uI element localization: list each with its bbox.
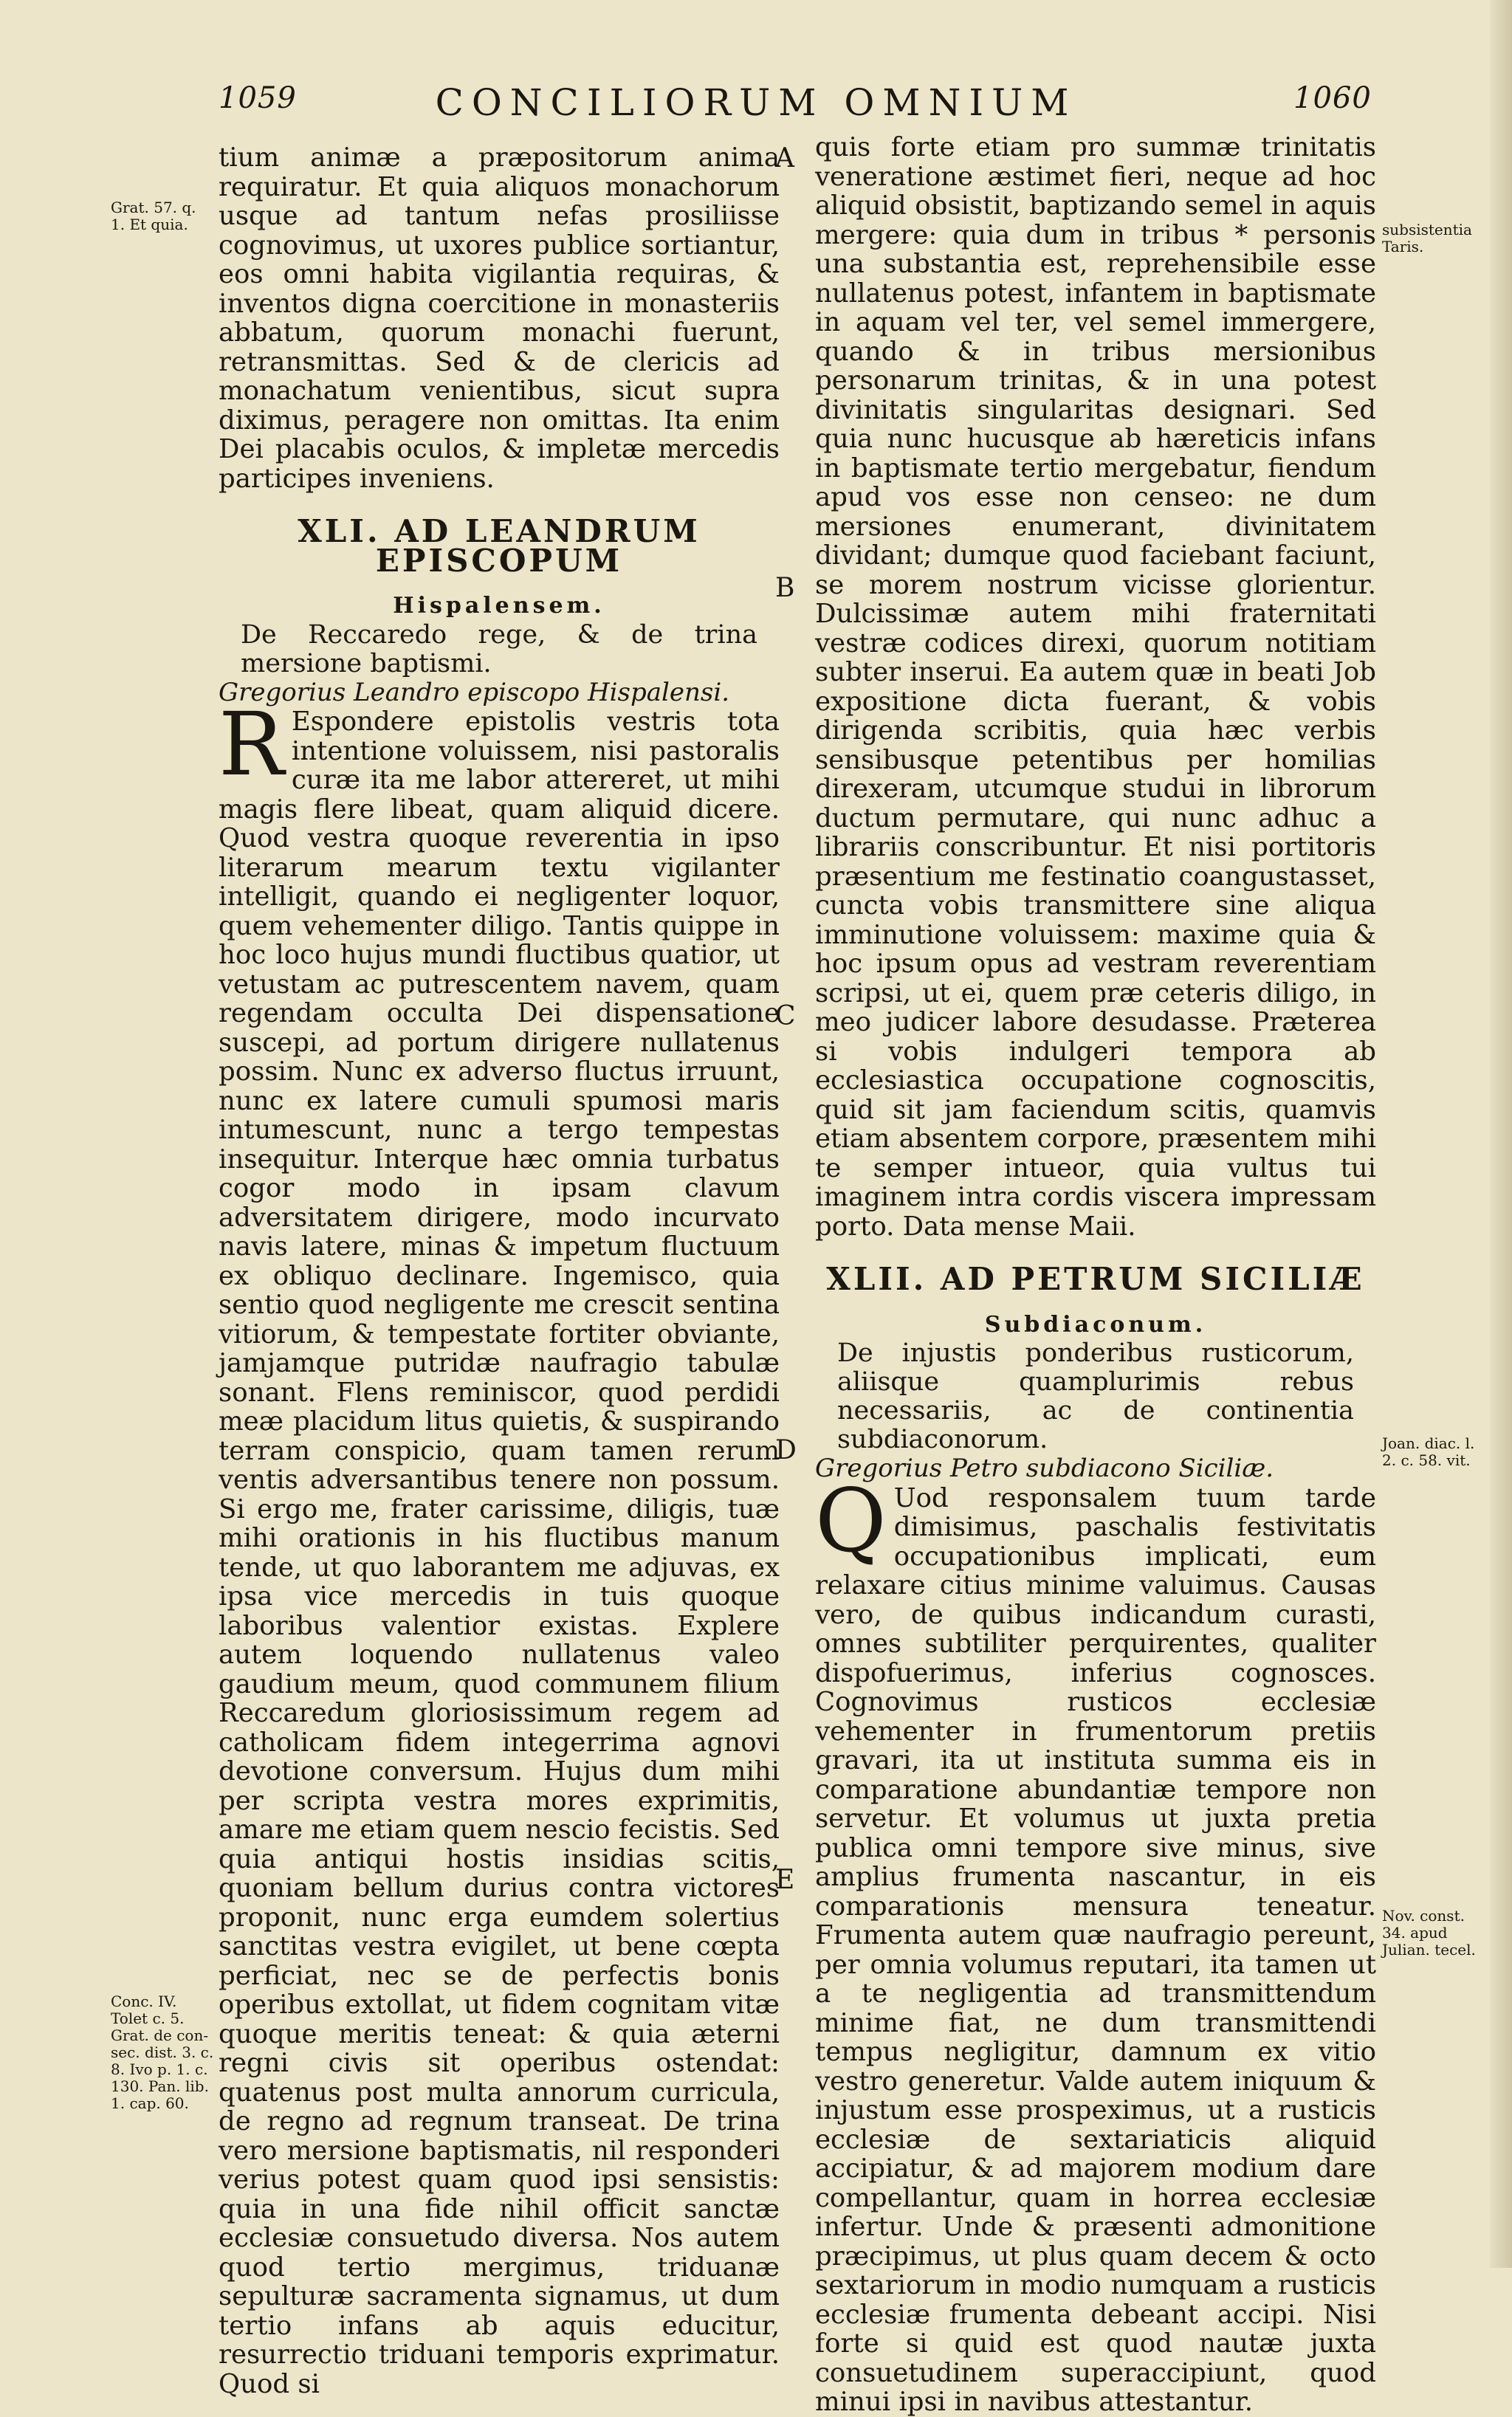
letter-42-subtitle: Subdiaconum. [815,1310,1376,1340]
section-letter-a: A [775,143,794,173]
letter-41-body-text: Espondere epistolis vestris tota intentione voluissem, nisi pastoralis curæ ita me labor attereret, ut mihi magis flere libeat, quam aliquid dicere. Quod vestra quoque reverentia in ipso literarum mearum textu vigilanter intelligit, quando ei negligenter loquor, quem vehementer diligo. Tantis quippe in hoc loco hujus mundi fluctibus quatior, ut vetustam ac putrescentem navem, quam regendam occulta Dei dispensatione suscepi, ad portum dirigere nullatenus possim. Nunc ex adverso fluctus irruunt, nunc ex latere cumuli spumosi maris intumescunt, nunc a tergo tempestas insequitur. Interque hæc omnia turbatus cogor modo in ipsam clavum adversitatem dirigere, modo incurvato navis latere, minas & impetum fluctuum ex obliquo declinare. Ingemisco, quia sentio quod negligente me crescit sentina vitiorum, & tempestate fortiter obviante, jamjamque putridæ naufragio tabulæ sonant. Flens reminiscor, quod perdidi meæ placidum litus quietis, & suspirando terram conspicio, quam tamen rerum ventis adversantibus tenere non possum. Si ergo me, frater carissime, diligis, tuæ mihi orationis in his fluctibus manum tende, ut quo laborantem me adjuvas, ex ipsa vice mercedis in tuis quoque laboribus valentior existas. Explere autem loquendo nullatenus valeo gaudium meum, quod communem filium Reccaredum gloriosissimum regem ad catholicam fidem integerrima agnovi devotione conversum. Hujus dum mihi per scripta vestra mores exprimitis, amare me etiam quem nescio fecistis. Sed quia antiqui hostis insidias scitis, quoniam bellum durius contra victores proponit, nunc erga eumdem solertius sanctitas vestra evigilet, ut bene cœpta perficiat, nec se de perfectis bonis operibus extollat, ut fidem cognitam vitæ quoque meritis teneat: & quia æterni regni civis sit operibus ostendat: quatenus post multa annorum curricula, de regno ad regnum transeat. De trina vero mersione baptismatis, nil responderi verius potest quam quod ipsi sensistis: quia in una fide nihil officit sanctæ ecclesiæ consuetudo diversa. Nos autem quod tertio mergimus, triduanæ sepulturæ sacramenta signamus, ut dum tertio infans ab aquis educitur, resurrectio triduani temporis exprimatur. Quod si [219,706,780,2399]
margin-note-right-1: subsistentia Taris. [1382,221,1485,255]
section-letter-d: D [775,1435,797,1465]
dropcap-r: R [219,710,284,778]
dropcap-q: Q [815,1487,887,1555]
margin-note-left-2: Conc. IV. Tolet c. 5. Grat. de con- sec. dist. 3. c. 8. Ivo p. 1. c. 130. Pan. lib. 1. cap. 60. [111,1993,214,2112]
right-continuation-paragraph: quis forte etiam pro summæ trinitatis veneratione æstimet fieri, neque ad hoc aliquid obsistit, baptizando semel in aquis mergere: quia dum in tribus * personis una substantia est, reprehensibile esse nullatenus potest, infantem in baptismate in aquam vel ter, vel semel immergere, quando & in tribus mersionibus personarum trinitas, & in una potest divinitatis singularitas designari. Sed quia nunc hucusque ab hæreticis infans in baptismate tertio mergebatur, fiendum apud vos esse non censeo: ne dum mersiones enumerant, divinitatem dividant; dumque quod faciebant faciunt, se morem nostrum vicisse glorientur. Dulcissimæ autem mihi fraternitati vestræ codices direxi, quorum notitiam subter inserui. Ea autem quæ in beati Job expositione dicta fuerant, & vobis dirigenda scribitis, quia hæc verbis sensibusque petentibus per homilias direxeram, utcumque studui in librorum ductum permutare, qui nunc adhuc a librariis conscribuntur. Et nisi portitoris præsentium me festinatio coangustasset, cuncta vobis transmittere sine aliqua imminutione voluissem: maxime quia & hoc ipsum opus ad vestram reverentiam scripsi, ut ei, quem præ ceteris diligo, in meo judicer labore desudasse. Præterea si vobis indulgeri tempora ab ecclesiastica occupatione cognoscitis, quid sit jam faciendum scitis, quamvis etiam absentem corpore, præsentem mihi te semper intueor, quia vultus tui imaginem intra cordis viscera impressam porto. Data mense Maii. [815,133,1376,1241]
left-intro-paragraph: tium animæ a præpositorum anima requiratur. Et quia aliquos monachorum usque ad tantum nefas prosiliisse cognovimus, ut uxores publice sortiantur, eos omni habita vigilantia requiras, & inventos digna coercitione in monasteriis abbatum, quorum monachi fuerunt, retransmittas. Sed & de clericis ad monachatum venientibus, sicut supra diximus, peragere non omittas. Ita enim Dei placabis oculos, & impletæ mercedis participes inveniens. [219,143,780,493]
letter-41-subtitle: Hispalensem. [219,591,780,621]
letter-42-description: De injustis ponderibus rusticorum, aliisque quamplurimis rebus necessariis, ac de continentia subdiaconorum. [815,1339,1376,1454]
section-letter-e: E [775,1865,794,1895]
letter-41-body [219,707,780,2399]
section-letter-c: C [775,1001,796,1031]
letter-42-title: XLII. AD PETRUM SICILIÆ [815,1265,1376,1294]
margin-note-left-1: Grat. 57. q. 1. Et quia. [111,199,214,233]
running-head-title: CONCILIORUM OMNIUM [0,81,1512,124]
letter-42-body-text: Uod responsalem tuum tarde dimisimus, paschalis festivitatis occupationibus implicati, eum relaxare citius minime valuimus. Causas vero, de quibus indicandum curasti, omnes subtiliter perquirentes, qualiter dispofuerimus, inferius cognosces. Cognovimus rusticos ecclesiæ vehementer in frumentorum pretiis gravari, ita ut instituta summa eis in comparatione abundantiæ tempore non servetur. Et volumus ut juxta pretia publica omni tempore sive minus, sive amplius frumenta nascantur, in eis comparationis mensura teneatur. Frumenta autem quæ naufragio pereunt, per omnia volumus reputari, ita tamen ut a te negligentia ad transmittendum minime fiat, ne dum transmittendi tempus negligitur, damnum ex vitio vestro generetur. Valde autem iniquum & injustum esse prospeximus, ut a rusticis ecclesiæ de sextariaticis aliquid accipiatur, & ad majorem modium dare compellantur, quam in horrea ecclesiæ infertur. Unde & præsenti admonitione præcipimus, ut plus quam decem & octo sextariorum in modio numquam a rusticis ecclesiæ frumenta debeant accipi. Nisi forte si quid est quod nautæ juxta consuetudinem superaccipiunt, quod minui ipsi in navibus attestantur. [815,1483,1376,2417]
page-binding-shadow [1490,0,1512,2268]
letter-42-salutation: Gregorius Petro subdiacono Siciliæ. [815,1454,1376,1484]
page-number-left: 1059 [219,81,297,115]
letter-41-title: XLI. AD LEANDRUM EPISCOPUM [219,517,780,575]
left-column [219,143,780,2399]
letter-42-body [815,1484,1376,2417]
letter-41-description: De Reccaredo rege, & de trina mersione baptismi. [219,621,780,678]
letter-41-salutation: Gregorius Leandro episcopo Hispalensi. [219,678,780,708]
margin-note-right-3: Nov. const. 34. apud Julian. tecel. [1382,1908,1485,1959]
margin-note-right-2: Joan. diac. l. 2. c. 58. vit. [1382,1435,1485,1469]
page-number-right: 1060 [1293,81,1372,115]
section-letter-b: B [775,573,794,603]
right-column [815,133,1376,2417]
